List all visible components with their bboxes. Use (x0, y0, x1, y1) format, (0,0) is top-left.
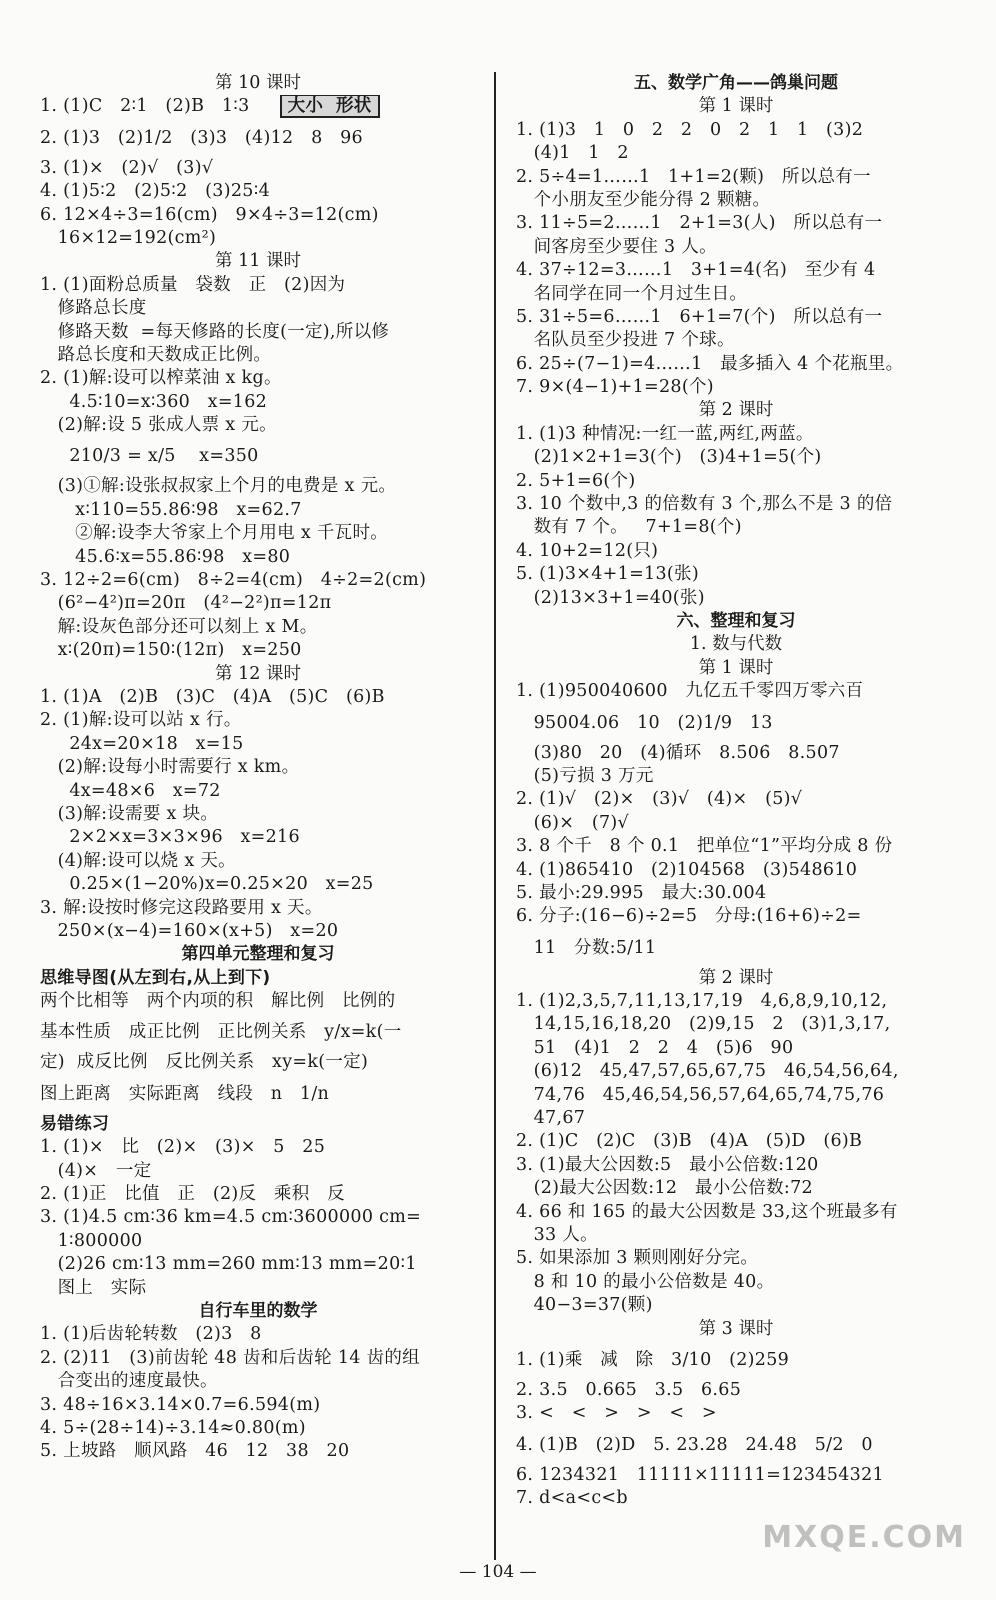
answer-line: 51 (4)1 2 2 4 (5)6 90 (516, 1037, 794, 1058)
answer-line: (4)× 一定 (40, 1160, 152, 1181)
answer-line: 1. (1)面粉总质量 袋数 正 (2)因为 (40, 274, 346, 295)
subsection-heading: 易错练习 (40, 1113, 110, 1134)
answer-line: (5)亏损 3 万元 (516, 765, 654, 786)
answer-line: 4. 10+2=12(只) (516, 540, 659, 561)
column-divider (494, 72, 496, 1560)
answer-line: 2. 5+1=6(个) (516, 470, 636, 491)
answer-line: 6. 分子:(16−6)÷2=5 分母:(16+6)÷2= (516, 906, 862, 927)
section-heading: 第 2 课时 (698, 400, 774, 421)
answer-line: 2. 3.5 0.665 3.5 6.65 (516, 1379, 742, 1400)
answer-line: x∶(20π)=150∶(12π) x=250 (40, 640, 302, 661)
answer-line: (2)1×2+1=3(个) (3)4+1=5(个) (516, 447, 822, 468)
answer-line: 图上距离 实际距离 线段 n 1/n (40, 1083, 330, 1104)
answer-line: 3. 48÷16×3.14×0.7=6.594(m) (40, 1394, 321, 1415)
answer-line: 4x=48×6 x=72 (40, 780, 221, 801)
section-heading: 第 11 课时 (215, 251, 301, 272)
answer-line: 16×12=192(cm²) (40, 227, 217, 248)
answer-line: 5. 31÷5=6……1 6+1=7(个) 所以总有一 (516, 306, 883, 327)
answer-line: 4.5∶10=x∶360 x=162 (40, 391, 268, 412)
answer-line: 4. (1)5∶2 (2)5∶2 (3)25∶4 (40, 181, 271, 202)
answer-line: 14,15,16,18,20 (2)9,15 2 (3)1,3,17, (516, 1014, 891, 1035)
answer-line: 路总长度和天数成正比例。 (40, 344, 272, 365)
answer-line: 8 和 10 的最小公倍数是 40。 (516, 1271, 775, 1292)
section-heading: 第 1 课时 (698, 657, 774, 678)
answer-line: (2)26 cm∶13 mm=260 mm∶13 mm=20∶1 (40, 1254, 417, 1275)
section-heading: 第 3 课时 (698, 1318, 774, 1339)
answer-line: 数有 7 个。 7+1=8(个) (516, 517, 742, 538)
answer-line: 0.25×(1−20%)x=0.25×20 x=25 (40, 874, 374, 895)
answer-line: 33 人。 (516, 1224, 598, 1245)
answer-line: 3. (1)× (2)√ (3)√ (40, 157, 214, 178)
answer-line: 2. (1)正 比值 正 (2)反 乘积 反 (40, 1184, 345, 1205)
unit-heading: 五、数学广角——鸽巢问题 (634, 73, 838, 93)
answer-line: 图上 实际 (40, 1277, 147, 1298)
answer-line: 1. (1)3 种情况:一红一蓝,两红,两蓝。 (516, 423, 814, 444)
answer-line: (2)解:设每小时需要行 x km。 (40, 757, 300, 778)
answer-line: 6. 1234321 11111×11111=123454321 (516, 1464, 884, 1485)
answer-line: 2. (1)解:设可以榨菜油 x kg。 (40, 368, 282, 389)
boxed-answer: 大小 形状 (280, 95, 380, 118)
answer-line: 名同学在同一个月过生日。 (516, 283, 748, 304)
answer-line: (3)80 20 (4)循环 8.5̇06̇ 8.507 (516, 742, 840, 763)
answer-line: (3)①解:设张叔叔家上个月的电费是 x 元。 (40, 476, 397, 497)
unit-heading: 自行车里的数学 (198, 1300, 318, 1321)
answer-line: 1. (1)C 2∶1 (2)B 1∶3 大小 形状 (40, 95, 476, 118)
answer-line: 6. 12×4÷3=16(cm) 9×4÷3=12(cm) (40, 204, 379, 225)
answer-line: 2. (2)11 (3)前齿轮 48 齿和后齿轮 14 齿的组 (40, 1347, 420, 1368)
section-heading: 1. 数与代数 (689, 634, 783, 655)
answer-line: 4. (1)B (2)D 5. 23.28 24.48 5/2 0 (516, 1434, 873, 1455)
subsection-heading: 思维导图(从左到右,从上到下) (40, 967, 271, 988)
answer-line: (4)解:设可以烧 x 天。 (40, 850, 236, 871)
section-heading: 第 10 课时 (215, 73, 301, 93)
answer-line: 11 分数:5/11 (516, 937, 657, 958)
answer-line: 1. (1)A (2)B (3)C (4)A (5)C (6)B (40, 686, 385, 707)
answer-line: 4. 37÷12=3……1 3+1=4(名) 至少有 4 (516, 260, 876, 281)
answer-line: 1. (1)× 比 (2)× (3)× 5 25 (40, 1137, 326, 1158)
answer-line: 45.6∶x=55.86∶98 x=80 (40, 546, 291, 567)
answer-line: ②解:设李大爷家上个月用电 x 千瓦时。 (40, 523, 389, 544)
answer-line: 基本性质 成正比例 正比例关系 y/x=k(一 (40, 1022, 402, 1043)
watermark-logo: MXQE.COM (762, 1520, 966, 1555)
answer-line: 3. (1)4.5 cm∶36 km=4.5 cm∶3600000 cm= (40, 1207, 422, 1228)
answer-line: 2. (1)C (2)C (3)B (4)A (5)D (6)B (516, 1131, 863, 1152)
answer-line: 250×(x−4)=160×(x+5) x=20 (40, 920, 339, 941)
answer-line: 4. 66 和 165 的最大公因数是 33,这个班最多有 (516, 1201, 898, 1222)
answer-line: 3. 解:设按时修完这段路要用 x 天。 (40, 897, 323, 918)
answer-line: 5. 如果添加 3 颗则刚好分完。 (516, 1248, 759, 1269)
answer-line: (2)13×3+1=40(张) (516, 587, 705, 608)
answer-line: 3. 12÷2=6(cm) 8÷2=4(cm) 4÷2=2(cm) (40, 570, 427, 591)
answer-line: 修路天数 =每天修路的长度(一定),所以修 (40, 321, 390, 342)
answer-line: 3. 11÷5=2……1 2+1=3(人) 所以总有一 (516, 213, 883, 234)
answer-line: 74,76 45,46,54,56,57,64,65,74,75,76 (516, 1084, 885, 1105)
answer-line: 5. 上坡路 顺风路 46 12 38 20 (40, 1441, 350, 1462)
answer-line: 解:设灰色部分还可以刻上 x M。 (40, 616, 318, 637)
answer-line: 2×2×x=3×3×96 x=216 (40, 827, 300, 848)
page-number: — 104 — (459, 1562, 537, 1582)
answer-line: (6)× (7)√ (516, 812, 629, 833)
right-column (516, 72, 956, 1510)
answer-line: 2. (1)解:设可以站 x 行。 (40, 710, 242, 731)
answer-line: 6. 25÷(7−1)=4……1 最多插入 4 个花瓶里。 (516, 353, 904, 374)
answer-line: 2. 5÷4=1……1 1+1=2(颗) 所以总有一 (516, 166, 871, 187)
answer-line: 两个比相等 两个内项的积 解比例 比例的 (40, 991, 396, 1012)
answer-line: 1. (1)后齿轮转数 (2)3 8 (40, 1324, 262, 1345)
answer-line: 1. (1)乘 减 除 3/10 (2)259 (516, 1349, 790, 1370)
answer-line: (4)1 1 2 (516, 143, 629, 164)
answer-line: 7. d<a<c<b (516, 1488, 628, 1509)
answer-line: 3. (1)最大公因数:5 最小公倍数:120 (516, 1154, 819, 1175)
section-heading: 第 2 课时 (698, 967, 774, 988)
answer-line: 3. 10 个数中,3 的倍数有 3 个,那么不是 3 的倍 (516, 494, 893, 515)
answer-line: 名队员至少投进 7 个球。 (516, 330, 735, 351)
section-heading: 第 12 课时 (215, 663, 301, 684)
answer-line: 2. (1)√ (2)× (3)√ (4)× (5)√ (516, 789, 803, 810)
answer-line: 个小朋友至少能分得 2 颗糖。 (516, 189, 771, 210)
unit-heading: 六、整理和复习 (676, 610, 796, 631)
section-heading: 第 1 课时 (698, 96, 774, 117)
answer-line: 3. < < > > < > (516, 1403, 717, 1424)
answer-line: 24x=20×18 x=15 (40, 733, 244, 754)
answer-line: 1∶800000 (40, 1230, 143, 1251)
answer-line: 5. 最小:29.995 最大:30.004 (516, 882, 767, 903)
answer-line: 40−3=37(颗) (516, 1295, 653, 1316)
answer-line: 5. (1)3×4+1=13(张) (516, 564, 699, 585)
answer-line: 4. 5÷(28÷14)÷3.14≈0.80(m) (40, 1417, 306, 1438)
unit-heading: 第四单元整理和复习 (181, 944, 335, 965)
answer-line: 3. 8 个千 8 个 0.1 把单位“1”平均分成 8 份 (516, 836, 893, 857)
answer-line: (6)12 45,47,57,65,67,75 46,54,56,64, (516, 1061, 899, 1082)
answer-line: 1. (1)950040600 九亿五千零四万零六百 (516, 681, 864, 702)
answer-line: x∶110=55.86∶98 x=62.7 (40, 499, 302, 520)
answer-line: 2. (1)3 (2)1/2 (3)3 (4)12 8 96 (40, 127, 363, 148)
answer-line: 7. 9×(4−1)+1=28(个) (516, 377, 714, 398)
answer-line: 210/3 = x/5 x=350 (40, 446, 259, 467)
answer-line: (6²−4²)π=20π (4²−2²)π=12π (40, 593, 332, 614)
answer-line: (2)最大公因数:12 最小公倍数:72 (516, 1178, 813, 1199)
answer-line: 4. (1)865410 (2)104568 (3)548610 (516, 859, 858, 880)
answer-line: 1. (1)2,3,5,7,11,13,17,19 4,6,8,9,10,12, (516, 991, 888, 1012)
answer-line: 间客房至少要住 3 人。 (516, 236, 717, 257)
answer-line: 合变出的速度最快。 (40, 1371, 218, 1392)
answer-line: (2)解:设 5 张成人票 x 元。 (40, 415, 277, 436)
left-column (40, 72, 476, 1464)
answer-line: 47,67 (516, 1108, 586, 1129)
answer-line: 1. (1)3 1 0 2 2 0 2 1 1 (3)2 (516, 119, 864, 140)
answer-line: 定) 成反比例 反比例关系 xy=k(一定) (40, 1052, 369, 1073)
answer-line: 95004.06 10 (2)1/9 13 (516, 712, 773, 733)
answer-line: 修路总长度 (40, 298, 147, 319)
answer-line: (3)解:设需要 x 块。 (40, 803, 219, 824)
